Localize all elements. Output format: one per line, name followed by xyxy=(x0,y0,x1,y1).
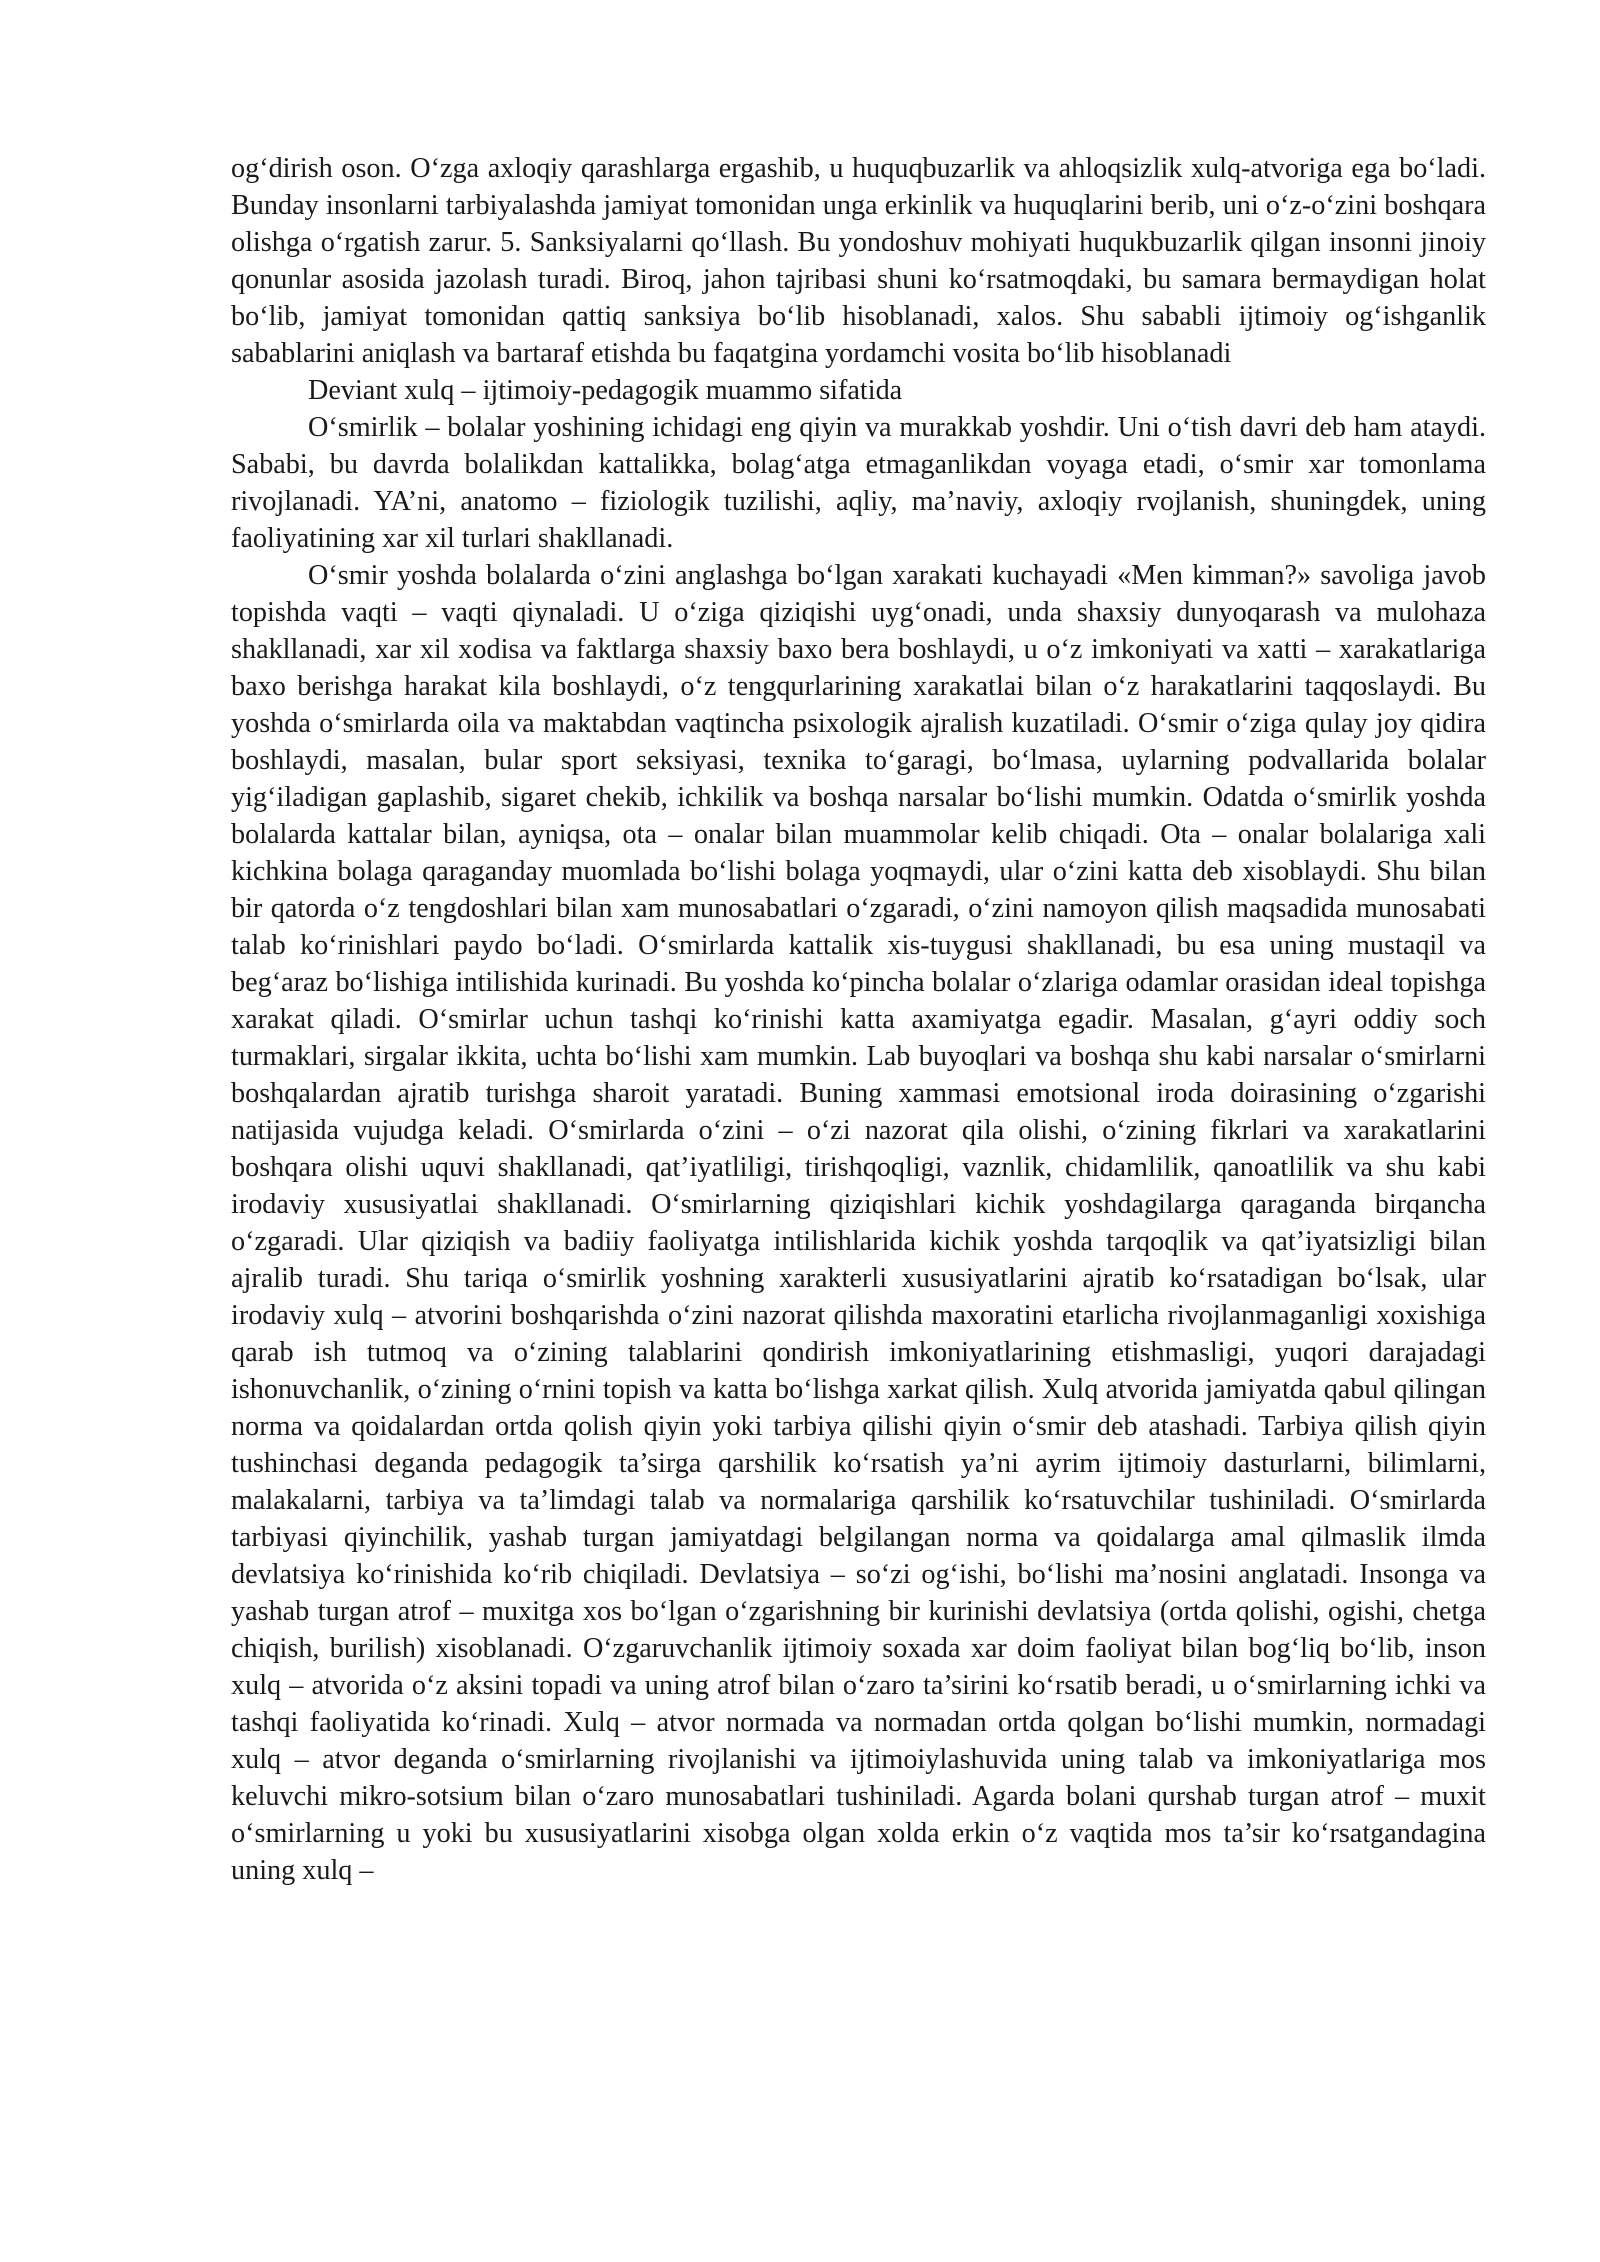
paragraph-continuation: og‘dirish oson. O‘zga axloqiy qarashlarga ergashib, u huquqbuzarlik va ahloqsizlik xulq-atvoriga ega bo‘ladi. Bunday insonlarni tarbiyalashda jamiyat tomonidan unga erkinlik va huquqlarini berib, uni o‘z-o‘zini boshqara olishga o‘rgatish zarur. 5. Sanksiyalarni qo‘llash. Bu yondoshuv mohiyati huqukbuzarlik qilgan insonni jinoiy qonunlar asosida jazolash turadi. Biroq, jahon tajribasi shuni ko‘rsatmoqdaki, bu samara bermaydigan holat bo‘lib, jamiyat tomonidan qattiq sanksiya bo‘lib hisoblanadi, xalos. Shu sababli ijtimoiy og‘ishganlik sabablarini aniqlash va bartaraf etishda bu faqatgina yordamchi vosita bo‘lib hisoblanadi xyxy=(231,153,1486,369)
paragraph-self-awareness: O‘smir yoshda bolalarda o‘zini anglashga bo‘lgan xarakati kuchayadi «Men kimman?» savoliga javob topishda vaqti – vaqti qiynaladi. U o‘ziga qiziqishi uyg‘onadi, unda shaxsiy dunyoqarash va mulohaza shakllanadi, xar xil xodisa va faktlarga shaxsiy baxo bera boshlaydi, u o‘z imkoniyati va xatti – xarakatlariga baxo berishga harakat kila boshlaydi, o‘z tengqurlarining xarakatlai bilan o‘z harakatlarini taqqoslaydi. Bu yoshda o‘smirlarda oila va maktabdan vaqtincha psixologik ajralish kuzatiladi. O‘smir o‘ziga qulay joy qidira boshlaydi, masalan, bular sport seksiyasi, texnika to‘garagi, bo‘lmasa, uylarning podvallarida bolalar yig‘iladigan gaplashib, sigaret chekib, ichkilik va boshqa narsalar bo‘lishi mumkin. Odatda o‘smirlik yoshda bolalarda kattalar bilan, ayniqsa, ota – onalar bilan muammolar kelib chiqadi. Ota – onalar bolalariga xali kichkina bolaga qaraganday muomlada bo‘lishi bolaga yoqmaydi, ular o‘zini katta deb xisoblaydi. Shu bilan bir qatorda o‘z tengdoshlari bilan xam munosabatlari o‘zgaradi, o‘zini namoyon qilish maqsadida munosabati talab ko‘rinishlari paydo bo‘ladi. O‘smirlarda kattalik xis-tuygusi shakllanadi, bu esa uning mustaqil va beg‘araz bo‘lishiga intilishida kurinadi. Bu yoshda ko‘pincha bolalar o‘zlariga odamlar orasidan ideal topishga xarakat qiladi. O‘smirlar uchun tashqi ko‘rinishi katta axamiyatga egadir. Masalan, g‘ayri oddiy soch turmaklari, sirgalar ikkita, uchta bo‘lishi xam mumkin. Lab buyoqlari va boshqa shu kabi narsalar o‘smirlarni boshqalardan ajratib turishga sharoit yaratadi. Buning xammasi emotsional iroda doirasining o‘zgarishi natijasida vujudga keladi. O‘smirlarda o‘zini – o‘zi nazorat qila olishi, o‘zining fikrlari va xarakatlarini boshqara olishi uquvi shakllanadi, qat’iyatliligi, tirishqoqligi, vaznlik, chidamlilik, qanoatlilik va shu kabi irodaviy xususiyatlai shakllanadi. O‘smirlarning qiziqishlari kichik yoshdagilarga qaraganda birqancha o‘zgaradi. Ular qiziqish va badiiy faoliyatga intilishlarida kichik yoshda tarqoqlik va qat’iyatsizligi bilan ajralib turadi. Shu tariqa o‘smirlik yoshning xarakterli xususiyatlarini ajratib ko‘rsatadigan bo‘lsak, ular irodaviy xulq – atvorini boshqarishda o‘zini nazorat qilishda maxoratini etarlicha rivojlanmaganligi xoxishiga qarab ish tutmoq va o‘zining talablarini qondirish imkoniyatlarining etishmasligi, yuqori darajadagi ishonuvchanlik, o‘zining o‘rnini topish va katta bo‘lishga xarkat qilish. Xulq atvorida jamiyatda qabul qilingan norma va qoidalardan ortda qolish qiyin yoki tarbiya qilishi qiyin o‘smir deb atashadi. Tarbiya qilish qiyin tushinchasi deganda pedagogik ta’sirga qarshilik ko‘rsatish ya’ni ayrim ijtimoiy dasturlarni, bilimlarni, malakalarni, tarbiya va ta’limdagi talab va normalariga qarshilik ko‘rsatuvchilar tushiniladi. O‘smirlarda tarbiyasi qiyinchilik, yashab turgan jamiyatdagi belgilangan norma va qoidalarga amal qilmaslik ilmda devlatsiya ko‘rinishida ko‘rib chiqiladi. Devlatsiya – so‘zi og‘ishi, bo‘lishi ma’nosini anglatadi. Insonga va yashab turgan atrof – muxitga xos bo‘lgan o‘zgarishning bir kurinishi devlatsiya (ortda qolishi, ogishi, chetga chiqish, burilish) xisoblanadi. O‘zgaruvchanlik ijtimoiy soxada xar doim faoliyat bilan bog‘liq bo‘lib, inson xulq – atvorida o‘z aksini topadi va uning atrof bilan o‘zaro ta’sirini ko‘rsatib beradi, u o‘smirlarning ichki va tashqi faoliyatida ko‘rinadi. Xulq – atvor normada va normadan ortda qolgan bo‘lishi mumkin, normadagi xulq – atvor deganda o‘smirlarning rivojlanishi va ijtimoiylashuvida uning talab va imkoniyatlariga mos keluvchi mikro-sotsium bilan o‘zaro munosabatlari tushiniladi. Agarda bolani qurshab turgan atrof – muxit o‘smirlarning u yoki bu xususiyatlarini xisobga olgan xolda erkin o‘z vaqtida mos ta’sir ko‘rsatgandagina uning xulq – xyxy=(231,560,1486,1886)
section-heading: Deviant xulq – ijtimoiy-pedagogik muammo sifatida xyxy=(308,375,903,406)
body-text xyxy=(231,150,1486,1889)
paragraph-adolescence: O‘smirlik – bolalar yoshining ichidagi eng qiyin va murakkab yoshdir. Uni o‘tish davri deb ham ataydi. Sababi, bu davrda bolalikdan kattalikka, bolag‘atga etmaganlikdan voyaga etadi, o‘smir xar tomonlama rivojlanadi. YA’ni, anatomo – fiziologik tuzilishi, aqliy, ma’naviy, axloqiy rvojlanish, shuningdek, uning faoliyatining xar xil turlari shakllanadi. xyxy=(231,412,1486,554)
